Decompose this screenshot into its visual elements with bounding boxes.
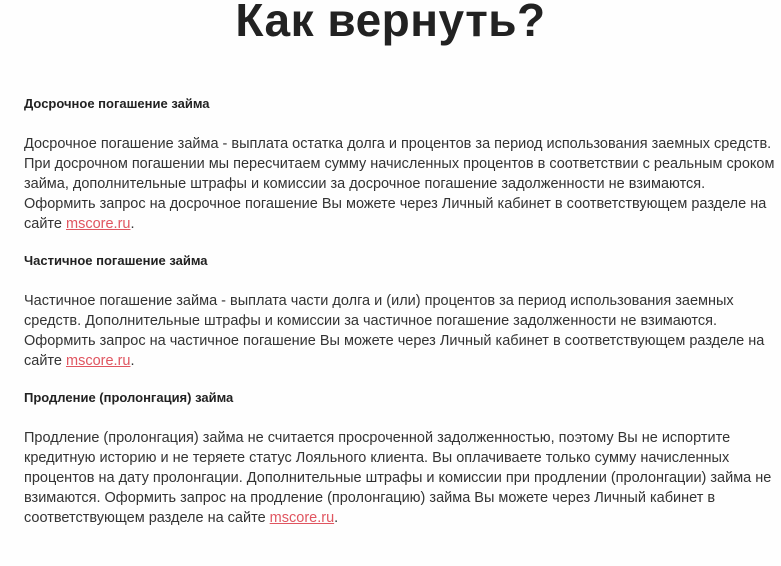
page-title: Как вернуть? xyxy=(235,0,546,46)
section-partial-repayment xyxy=(24,251,776,371)
section-heading: Досрочное погашение займа xyxy=(24,96,210,111)
section-body: Досрочное погашение займа - выплата остатка долга и процентов за период использования заемных средств. При досрочном погашении мы пересчитаем сумму начисленных процентов в соответствии с реальным сроком займа, дополнительные штрафы и комиссии за досрочное погашение задолженности не взимаются. Оформить запрос на досрочное погашение Вы можете через Личный кабинет в соответствующем разделе на сайте xyxy=(24,136,775,232)
section-punct: . xyxy=(334,510,339,526)
section-heading: Частичное погашение займа xyxy=(24,253,208,268)
content xyxy=(24,94,776,545)
section-prolongation xyxy=(24,388,776,528)
section-body: Частичное погашение займа - выплата части долга и (или) процентов за период использования заемных средств. Дополнительные штрафы и комиссии за частичное погашение задолженности не взимаются. Оформить запрос на частичное погашение Вы можете через Личный кабинет в соответствующем разделе на сайте xyxy=(24,293,765,369)
site-link[interactable]: mscore.ru xyxy=(269,510,335,526)
section-text xyxy=(24,291,776,371)
section-punct: . xyxy=(130,216,135,232)
section-punct: . xyxy=(130,353,135,369)
site-link[interactable]: mscore.ru xyxy=(66,353,131,369)
section-text xyxy=(24,428,776,528)
section-heading: Продление (пролонгация) займа xyxy=(24,390,234,405)
section-early-repayment xyxy=(24,94,776,234)
section-body: Продление (пролонгация) займа не считается просроченной задолженностью, поэтому Вы не испортите кредитную историю и не теряете статус Лояльного клиента. Вы оплачиваете только сумму начисленных процентов на дату пролонгации. Дополнительные штрафы и комиссии при продлении (пролонгации) займа не взимаются. Оформить запрос на продление (пролонгацию) займа Вы можете через Личный кабинет в соответствующем разделе на сайте xyxy=(24,430,772,526)
site-link[interactable]: mscore.ru xyxy=(66,216,131,232)
section-text xyxy=(24,134,776,234)
